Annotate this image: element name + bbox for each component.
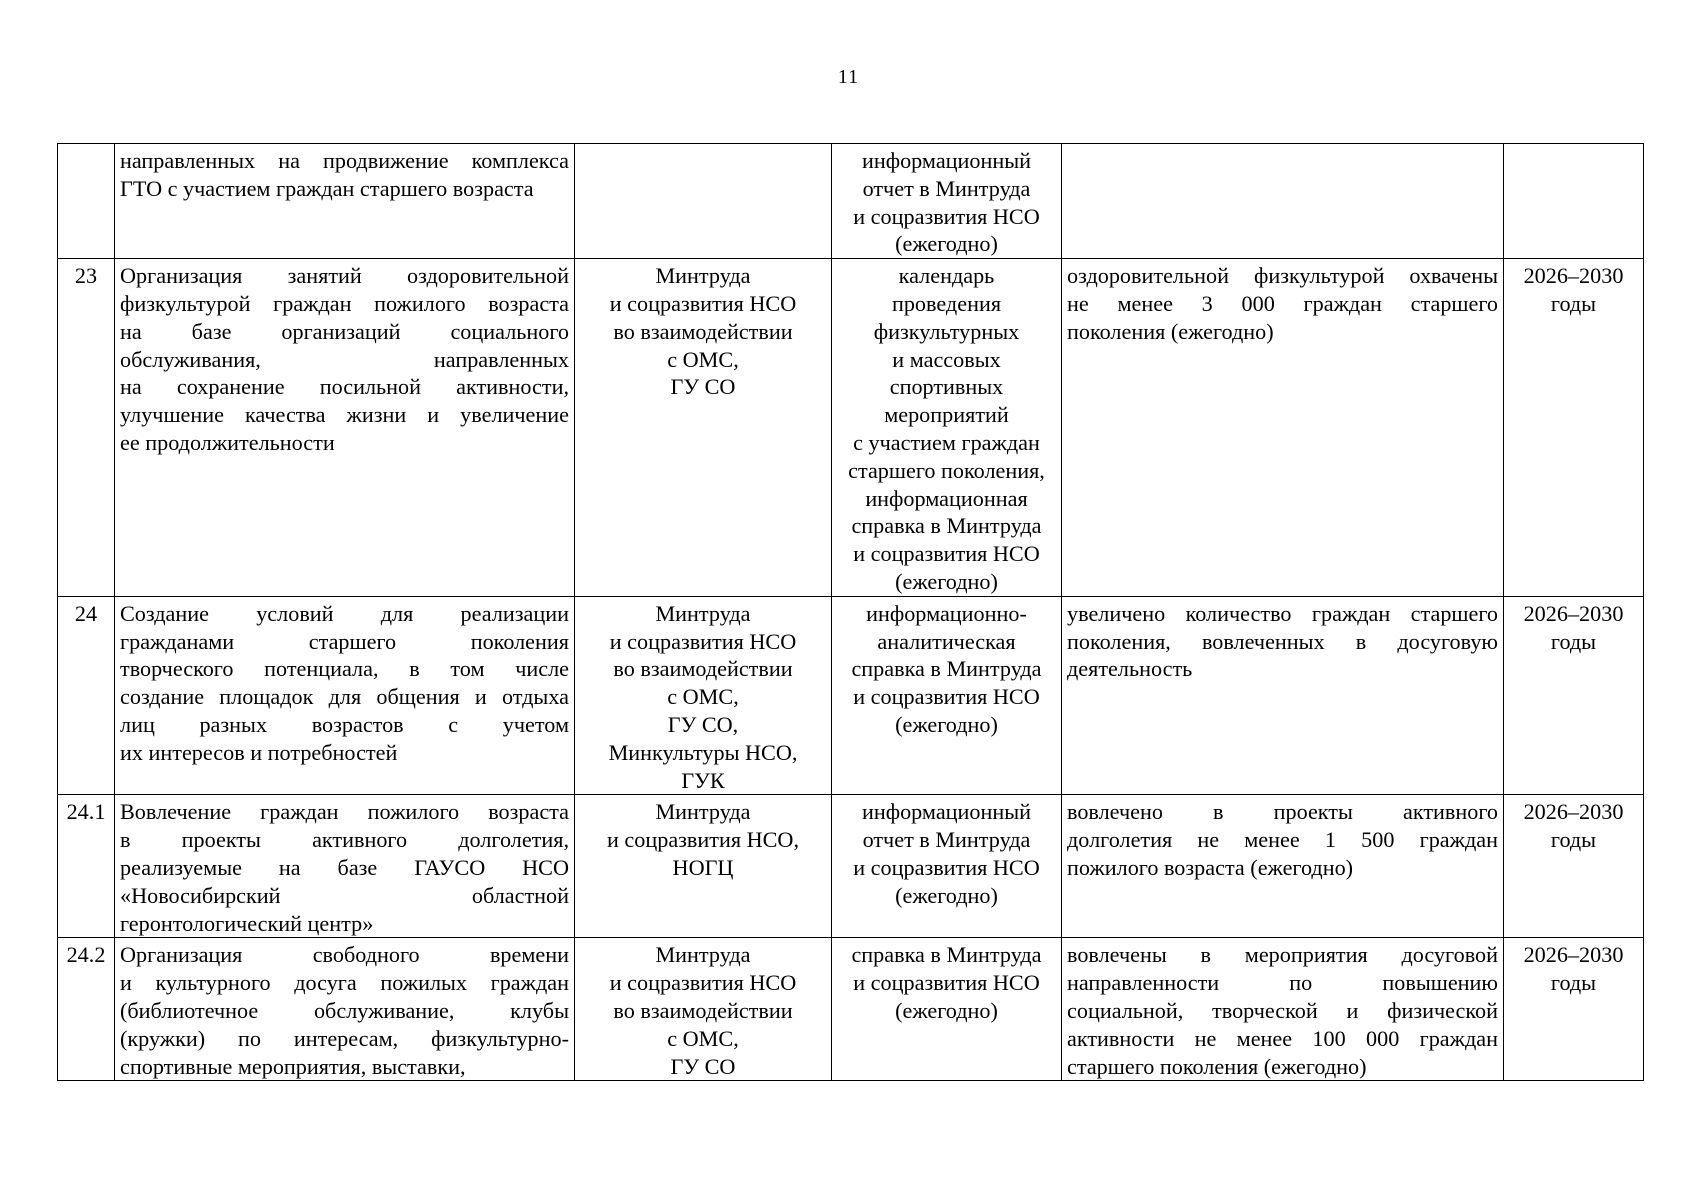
cell-text-line: (библиотечное обслуживание, клубы	[120, 997, 569, 1023]
cell-text-line: и соцразвития НСО	[853, 203, 1040, 229]
table-row	[58, 259, 1644, 597]
cell-text-line: Минтруда	[655, 942, 751, 968]
table-row	[58, 596, 1644, 795]
cell-text-line: справка в Минтруда	[851, 656, 1042, 682]
activity-description-cell	[115, 795, 575, 938]
cell-text-line: физкультурой граждан пожилого возраста	[120, 290, 569, 316]
cell-text-line: физкультурных	[873, 318, 1020, 344]
cell-text-line: (ежегодно)	[895, 711, 998, 737]
cell-text-line: и соцразвития НСО	[853, 970, 1040, 996]
cell-text-line: информационная	[865, 485, 1028, 511]
cell-text-line: поколения, вовлеченных в досуговую	[1067, 628, 1498, 654]
cell-text-line: поколения (ежегодно)	[1067, 318, 1274, 344]
cell-text-line: календарь	[898, 263, 995, 289]
cell-text-line: (кружки) по интересам, физкультурно-	[120, 1025, 569, 1051]
action-plan-table	[57, 143, 1644, 1081]
activity-description-cell	[115, 144, 575, 259]
activity-description-cell	[115, 938, 575, 1081]
cell-text-line: и соцразвития НСО	[853, 854, 1040, 880]
cell-text-line: информационно-	[866, 600, 1027, 626]
cell-text-line: Минкультуры НСО,	[608, 739, 798, 765]
cell-text-line: с участием граждан	[853, 429, 1040, 455]
cell-text-line: ее продолжительности	[120, 429, 335, 455]
expected-result-cell	[1062, 259, 1504, 597]
cell-text-line: геронтологический центр»	[120, 910, 374, 936]
cell-text-line: вовлечено в проекты активного	[1067, 799, 1498, 825]
cell-text-line: во взаимодействии	[613, 997, 793, 1023]
responsible-executors-cell	[575, 596, 832, 795]
cell-text-line: их интересов и потребностей	[120, 739, 398, 765]
cell-text-line: ГУ СО	[670, 1053, 736, 1079]
cell-text-line: Минтруда	[655, 600, 751, 626]
cell-text-line: активности не менее 100 000 граждан	[1067, 1025, 1498, 1051]
row-number-cell: 23	[58, 259, 115, 597]
completion-form-cell	[832, 259, 1062, 597]
cell-text-line: пожилого возраста (ежегодно)	[1067, 854, 1354, 880]
cell-text-line: оздоровительной физкультурой охвачены	[1067, 263, 1498, 289]
expected-result-cell	[1062, 596, 1504, 795]
completion-form-cell	[832, 144, 1062, 259]
cell-text-line: и соцразвития НСО	[609, 628, 797, 654]
cell-text-line: проведения	[891, 290, 1002, 316]
cell-text-line: «Новосибирский областной	[120, 882, 569, 908]
responsible-executors-cell	[575, 144, 832, 259]
cell-text-line: справка в Минтруда	[851, 942, 1042, 968]
cell-text-line: отчет в Минтруда	[862, 175, 1031, 201]
cell-text-line: не менее 3 000 граждан старшего	[1067, 290, 1498, 316]
responsible-executors-cell	[575, 938, 832, 1081]
cell-text-line: 2026–2030	[1523, 942, 1624, 968]
cell-text-line: долголетия не менее 1 500 граждан	[1067, 827, 1498, 853]
cell-text-line: Организация свободного времени	[120, 942, 569, 968]
cell-text-line: 2026–2030	[1523, 799, 1624, 825]
cell-text-line: во взаимодействии	[613, 318, 793, 344]
cell-text-line: 2026–2030	[1523, 600, 1624, 626]
cell-text-line: старшего поколения,	[848, 457, 1045, 483]
cell-text-line: 2026–2030	[1523, 263, 1624, 289]
cell-text-line: (ежегодно)	[895, 997, 998, 1023]
cell-text-line: создание площадок для общения и отдыха	[120, 684, 569, 710]
cell-text-line: Минтруда	[655, 799, 751, 825]
cell-text-line: деятельность	[1067, 656, 1193, 682]
cell-text-line: ГУК	[681, 767, 725, 793]
cell-text-line: направленных на продвижение комплекса	[120, 148, 569, 173]
cell-text-line: (ежегодно)	[895, 568, 998, 594]
implementation-period-cell	[1504, 596, 1644, 795]
cell-text-line: творческого потенциала, в том числе	[120, 656, 569, 682]
cell-text-line: на базе организаций социального	[120, 318, 569, 344]
row-number-cell	[58, 144, 115, 259]
cell-text-line: годы	[1550, 628, 1597, 654]
implementation-period-cell	[1504, 938, 1644, 1081]
cell-text-line: Вовлечение граждан пожилого возраста	[120, 799, 569, 825]
cell-text-line: и соцразвития НСО	[853, 684, 1040, 710]
cell-text-line: спортивные мероприятия, выставки,	[120, 1053, 466, 1079]
implementation-period-cell	[1504, 144, 1644, 259]
cell-text-line: ГУ СО,	[667, 711, 739, 737]
cell-text-line: реализуемые на базе ГАУСО НСО	[120, 854, 569, 880]
expected-result-cell	[1062, 795, 1504, 938]
cell-text-line: годы	[1550, 970, 1597, 996]
row-number-cell: 24.1	[58, 795, 115, 938]
cell-text-line: и соцразвития НСО	[609, 290, 797, 316]
cell-text-line: и соцразвития НСО,	[606, 827, 799, 853]
cell-text-line: с ОМС,	[667, 346, 739, 372]
expected-result-cell	[1062, 938, 1504, 1081]
table-row	[58, 144, 1644, 259]
implementation-period-cell	[1504, 795, 1644, 938]
cell-text-line: старшего поколения (ежегодно)	[1067, 1053, 1367, 1079]
cell-text-line: НОГЦ	[672, 854, 734, 880]
completion-form-cell	[832, 938, 1062, 1081]
table-row	[58, 938, 1644, 1081]
cell-text-line: на сохранение посильной активности,	[120, 374, 569, 400]
cell-text-line: (ежегодно)	[895, 231, 998, 257]
cell-text-line: с ОМС,	[667, 1025, 739, 1051]
page-number: 11	[837, 66, 860, 88]
cell-text-line: ГТО с участием граждан старшего возраста	[120, 175, 534, 201]
cell-text-line: и соцразвития НСО	[853, 541, 1040, 567]
responsible-executors-cell	[575, 795, 832, 938]
cell-text-line: справка в Минтруда	[851, 513, 1042, 539]
cell-text-line: Организация занятий оздоровительной	[120, 263, 569, 289]
cell-text-line: социальной, творческой и физической	[1067, 997, 1498, 1023]
table-row	[58, 795, 1644, 938]
completion-form-cell	[832, 795, 1062, 938]
cell-text-line: (ежегодно)	[895, 882, 998, 908]
cell-text-line: в проекты активного долголетия,	[120, 827, 569, 853]
cell-text-line: информационный	[861, 799, 1032, 825]
cell-text-line: информационный	[861, 148, 1032, 173]
cell-text-line: лиц разных возрастов с учетом	[120, 711, 569, 737]
cell-text-line: обслуживания, направленных	[120, 346, 569, 372]
cell-text-line: отчет в Минтруда	[862, 827, 1031, 853]
cell-text-line: и массовых	[892, 346, 1001, 372]
cell-text-line: направленности по повышению	[1067, 970, 1498, 996]
cell-text-line: годы	[1550, 827, 1597, 853]
cell-text-line: Минтруда	[655, 263, 751, 289]
cell-text-line: гражданами старшего поколения	[120, 628, 569, 654]
cell-text-line: Создание условий для реализации	[120, 600, 569, 626]
cell-text-line: вовлечены в мероприятия досуговой	[1067, 942, 1498, 968]
cell-text-line: и соцразвития НСО	[609, 970, 797, 996]
row-number-cell: 24	[58, 596, 115, 795]
cell-text-line: улучшение качества жизни и увеличение	[120, 402, 569, 428]
cell-text-line: увеличено количество граждан старшего	[1067, 600, 1498, 626]
cell-text-line: ГУ СО	[670, 374, 736, 400]
cell-text-line: мероприятий	[884, 402, 1009, 428]
expected-result-cell	[1062, 144, 1504, 259]
activity-description-cell	[115, 596, 575, 795]
cell-text-line: и культурного досуга пожилых граждан	[120, 970, 569, 996]
cell-text-line: годы	[1550, 290, 1597, 316]
cell-text-line: аналитическая	[877, 628, 1016, 654]
activity-description-cell	[115, 259, 575, 597]
responsible-executors-cell	[575, 259, 832, 597]
cell-text-line: спортивных	[889, 374, 1004, 400]
completion-form-cell	[832, 596, 1062, 795]
cell-text-line: с ОМС,	[667, 684, 739, 710]
row-number-cell: 24.2	[58, 938, 115, 1081]
cell-text-line: во взаимодействии	[613, 656, 793, 682]
implementation-period-cell	[1504, 259, 1644, 597]
